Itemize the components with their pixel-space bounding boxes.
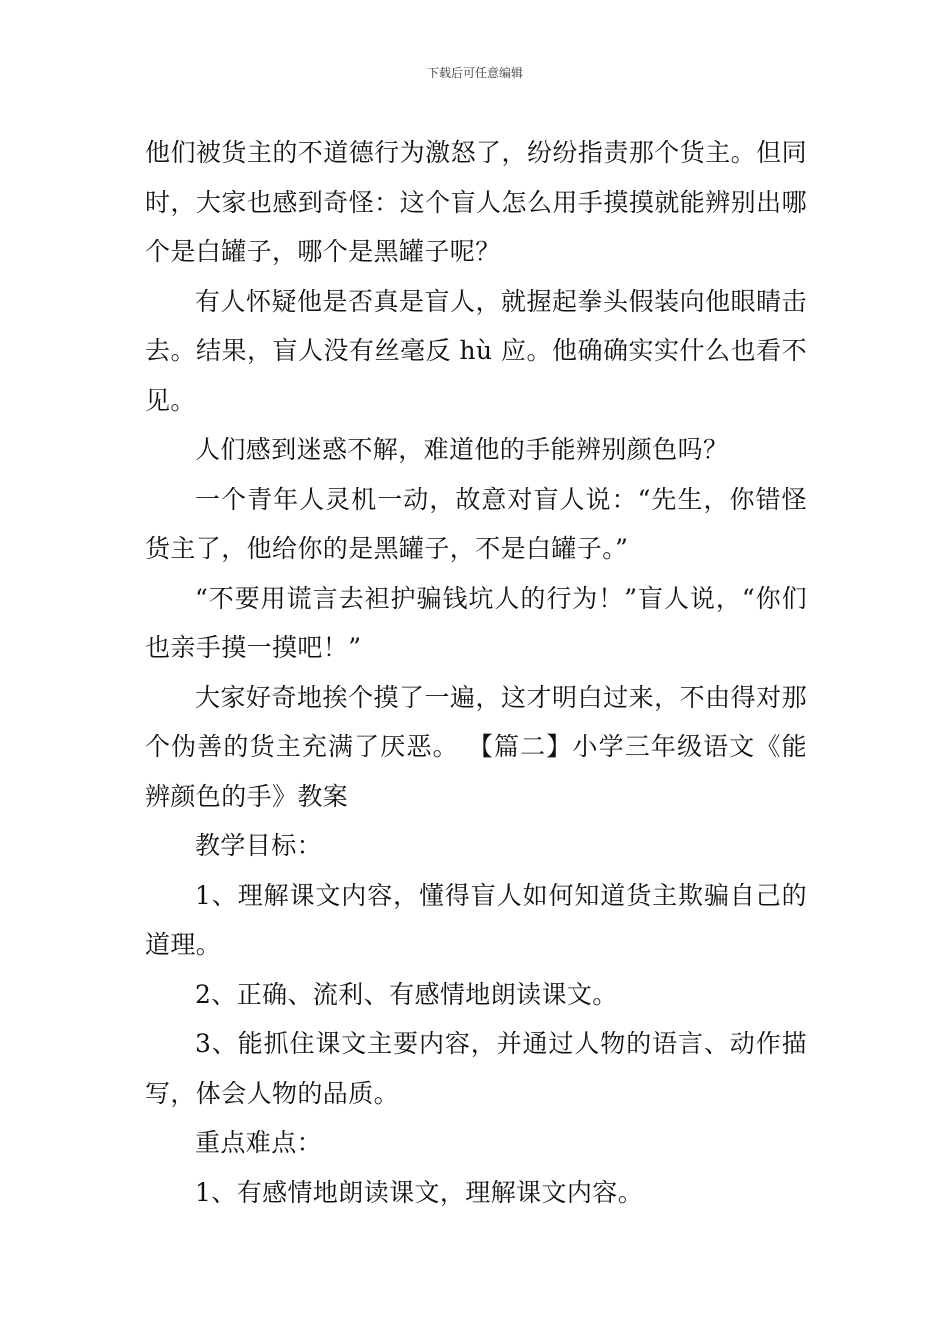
- paragraph-3: 人们感到迷惑不解，难道他的手能辨别颜色吗？: [195, 435, 729, 464]
- goal-item-3: 3、能抓住课文主要内容，并通过人物的语言、动作描写，体会人物的品质。: [145, 1029, 807, 1108]
- heading-teaching-goals: 教学目标：: [195, 831, 323, 860]
- paragraph-1: 他们被货主的不道德行为激怒了，纷纷指责那个货主。但同时，大家也感到奇怪：这个盲人怎么用手摸摸就能辨别出哪个是白罐子，哪个是黑罐子呢？: [145, 138, 807, 266]
- paragraph-4: 一个青年人灵机一动，故意对盲人说：“先生，你错怪货主了，他给你的是黑罐子，不是白罐子。”: [145, 484, 807, 563]
- page-header: 下载后可任意编辑: [426, 66, 523, 80]
- document-body: [145, 128, 807, 1217]
- key-point-item-1: 1、有感情地朗读课文，理解课文内容。: [195, 1177, 644, 1207]
- heading-key-points: 重点难点：: [195, 1128, 323, 1157]
- paragraph-6: 大家好奇地挨个摸了一遍，这才明白过来，不由得对那个伪善的货主充满了厌恶。 【篇二】小学三年级语文《能辨颜色的手》教案: [145, 682, 807, 811]
- goal-item-2: 2、正确、流利、有感情地朗读课文。: [195, 979, 618, 1009]
- goal-item-1: 1、理解课文内容，懂得盲人如何知道货主欺骗自己的道理。: [145, 880, 807, 959]
- paragraph-5: “不要用谎言去袒护骗钱坑人的行为！”盲人说，“你们也亲手摸一摸吧！”: [145, 583, 807, 662]
- paragraph-2: 有人怀疑他是否真是盲人，就握起拳头假装向他眼睛击去。结果，盲人没有丝毫反 hù 应。他确确实实什么也看不见。: [145, 286, 807, 415]
